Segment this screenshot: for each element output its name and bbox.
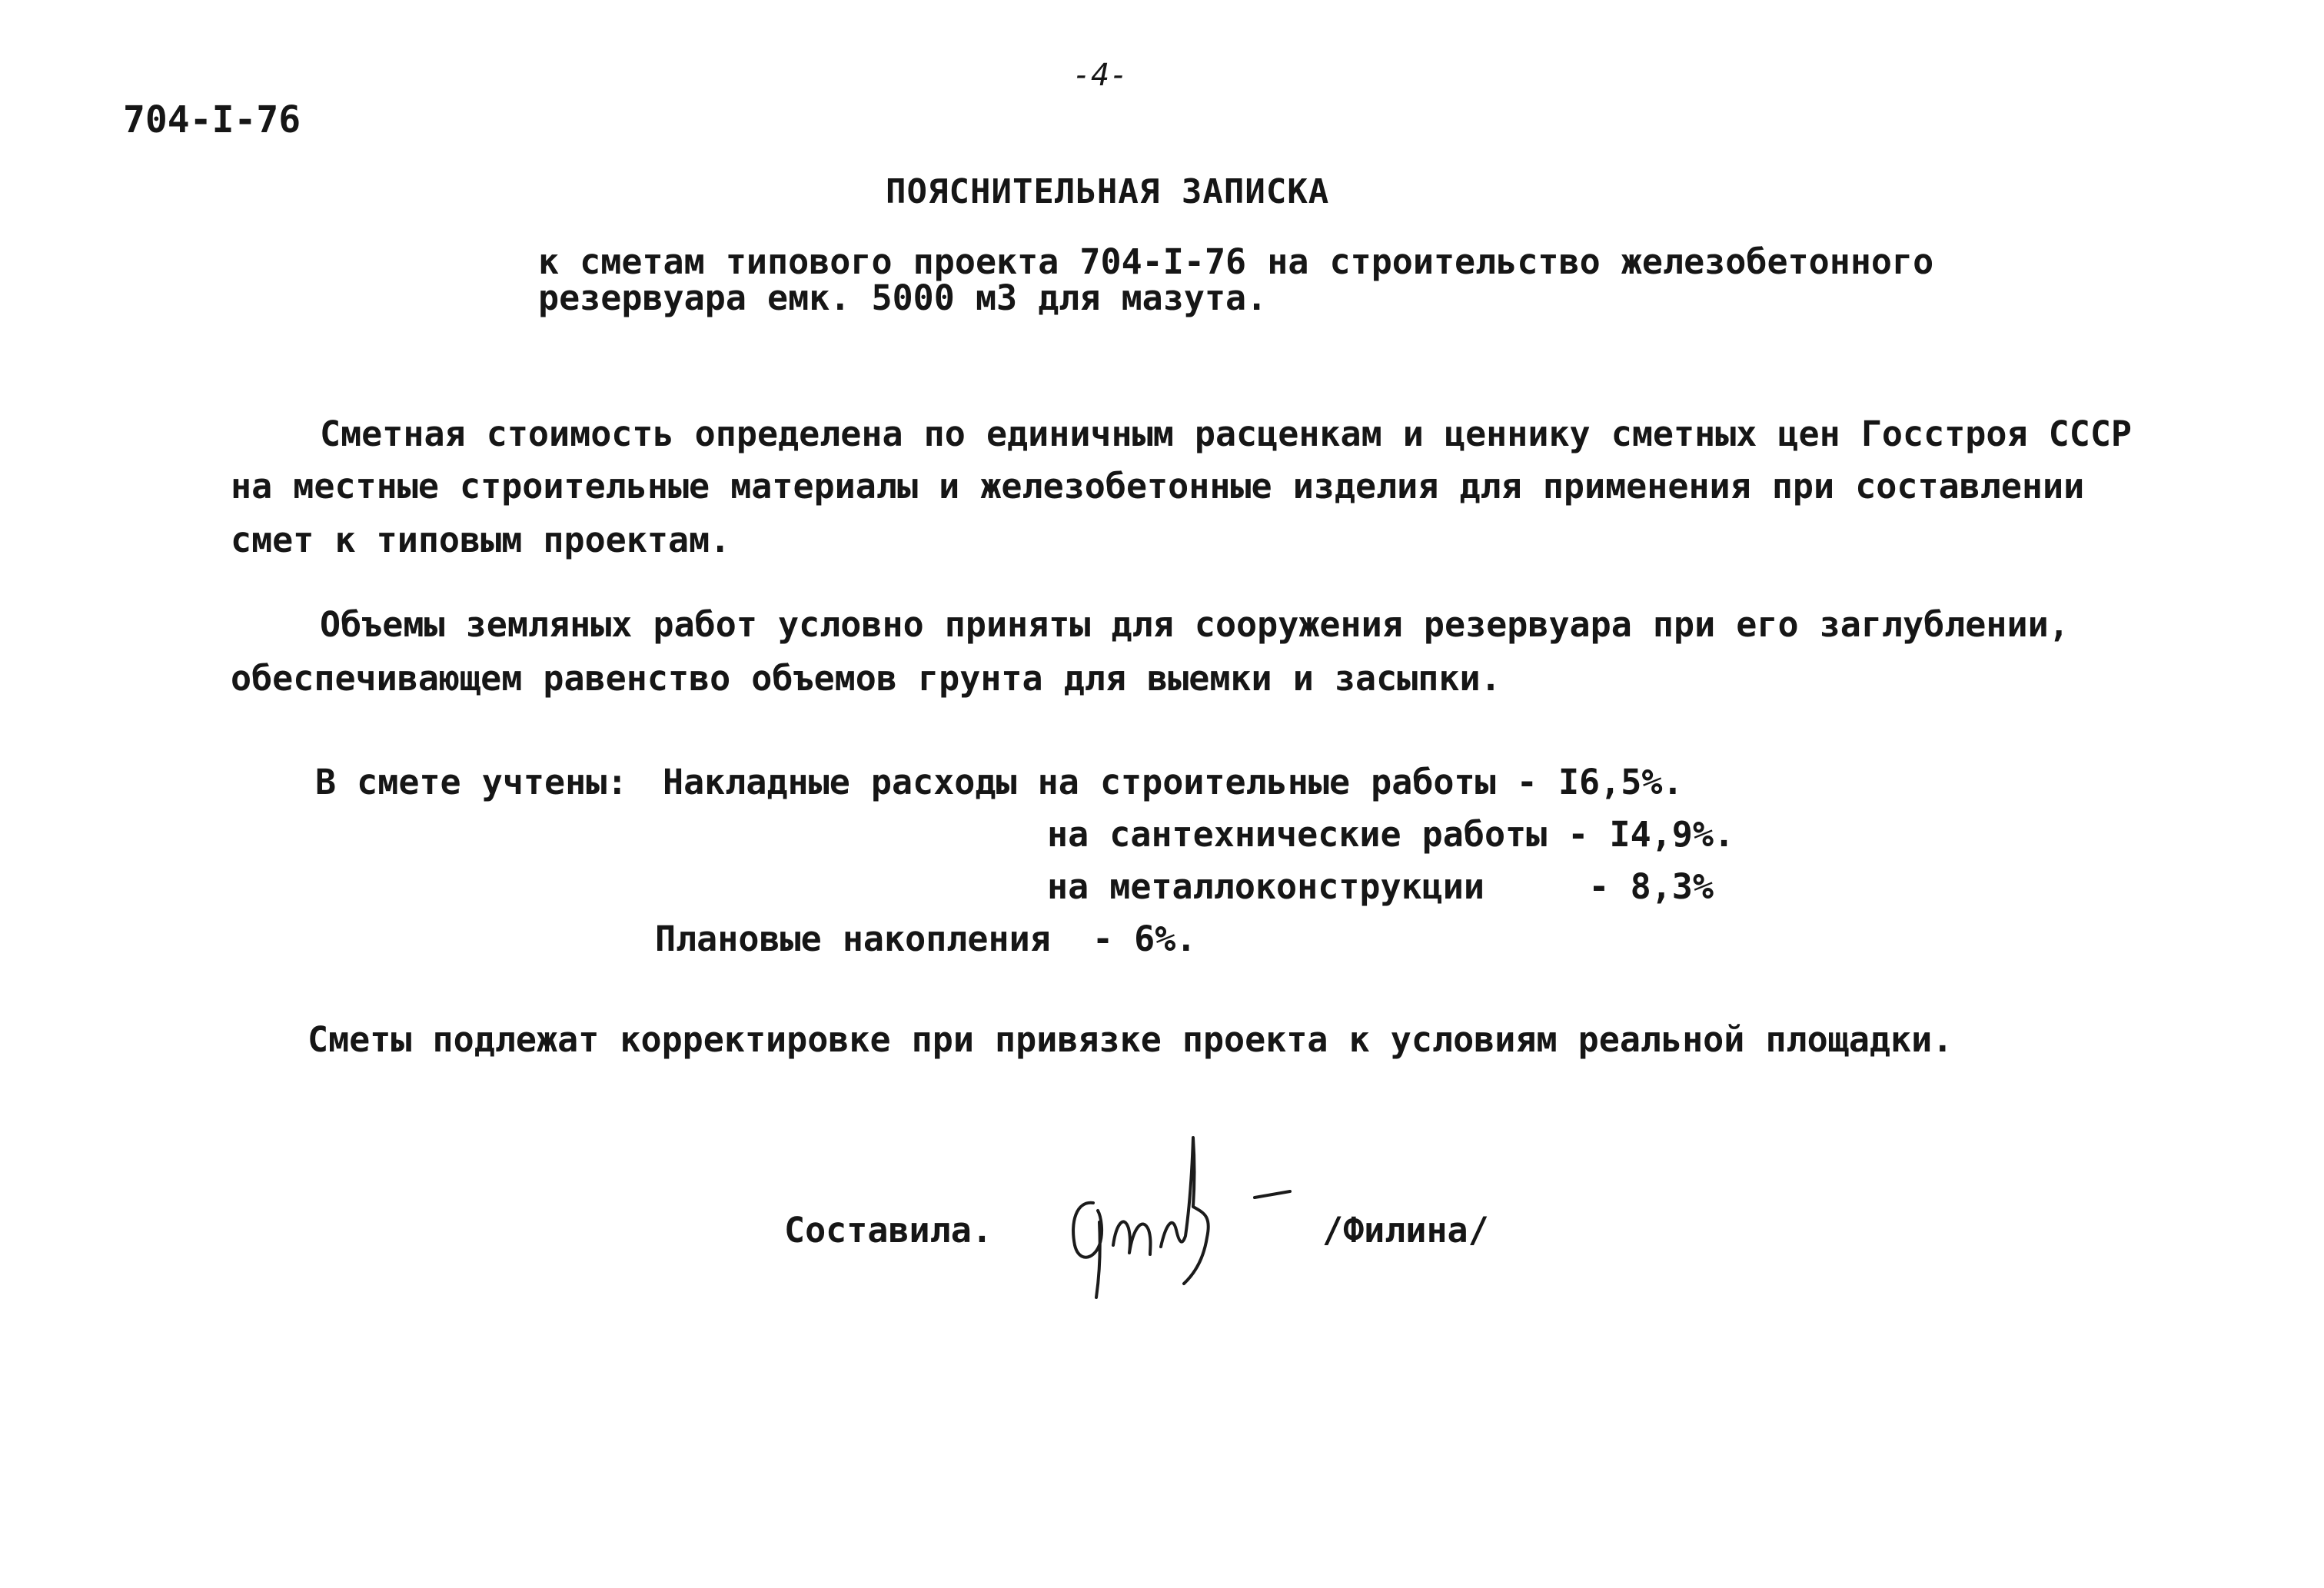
overheads-sanitary: на сантехнические работы - I4,9%. [1047,814,1735,855]
overheads-lead: В смете учтены: [315,762,628,802]
paragraph-earthworks-line-2: обеспечивающем равенство объемов грунта для выемки и засыпки. [231,658,1501,699]
paragraph-cost-basis-line-1: Сметная стоимость определена по единичным расценкам и ценнику сметных цен Госстроя СССР [320,414,2133,454]
paragraph-earthworks-line-1: Объемы земляных работ условно приняты для сооружения резервуара при его заглублении, [320,604,2070,645]
page-number: -4- [1072,58,1129,93]
paragraph-cost-basis-line-2: на местные строительные материалы и железобетонные изделия для применения при составлении [231,466,2085,507]
handwritten-signature [1053,1130,1307,1307]
overheads-construction: Накладные расходы на строительные работы - I6,5%. [663,762,1684,802]
document-subtitle-line-2: резервуара емк. 5000 м3 для мазута. [538,277,1268,318]
document-subtitle-line-1: к сметам типового проекта 704-I-76 на строительство железобетонного [538,241,1934,282]
planned-savings: Плановые накопления - 6%. [655,919,1197,959]
signature-label: Составила. [784,1210,992,1251]
closing-note: Сметы подлежат корректировке при привязке проекта к условиям реальной площадки. [308,1019,1953,1060]
document-code: 704-I-76 [123,98,301,141]
paragraph-cost-basis-line-3: смет к типовым проектам. [231,520,731,560]
signatory-name: /Филина/ [1322,1210,1489,1251]
overheads-metal: на металлоконструкции - 8,3% [1047,866,1714,907]
document-title: ПОЯСНИТЕЛЬНАЯ ЗАПИСКА [886,172,1330,211]
